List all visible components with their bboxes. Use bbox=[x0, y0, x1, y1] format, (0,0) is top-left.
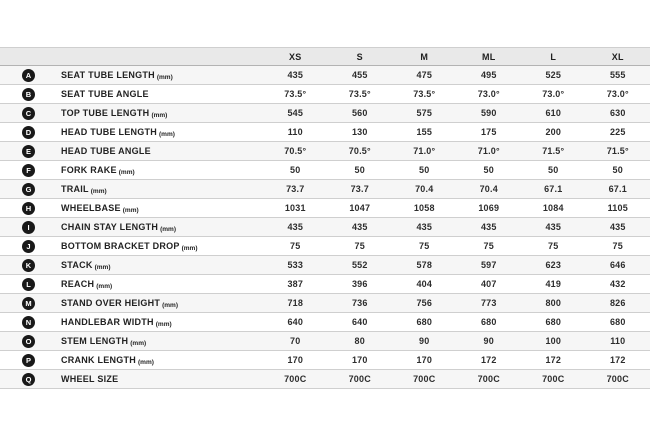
row-label-text: STEM LENGTH bbox=[61, 336, 129, 346]
row-label-text: CHAIN STAY LENGTH bbox=[61, 222, 159, 232]
value-cell: 50 bbox=[612, 165, 623, 175]
value-cell: 67.1 bbox=[608, 184, 627, 194]
value-cell: 435 bbox=[609, 222, 626, 232]
value-cell: 646 bbox=[609, 260, 626, 270]
value-cell: 155 bbox=[416, 127, 433, 137]
table-row bbox=[0, 313, 650, 332]
table-row bbox=[0, 123, 650, 142]
row-label-text: HANDLEBAR WIDTH bbox=[61, 317, 154, 327]
value-cell: 435 bbox=[287, 222, 304, 232]
value-cell: 110 bbox=[287, 127, 303, 137]
value-cell: 1084 bbox=[542, 203, 564, 213]
value-cell: 172 bbox=[609, 355, 626, 365]
table-row bbox=[0, 256, 650, 275]
row-letter-badge: N bbox=[22, 316, 35, 329]
row-label bbox=[61, 260, 110, 270]
value-cell: 73.5° bbox=[413, 89, 436, 99]
value-cell: 70 bbox=[290, 336, 301, 346]
value-cell: 407 bbox=[480, 279, 497, 289]
row-unit: (mm) bbox=[156, 74, 173, 81]
row-label-text: TOP TUBE LENGTH bbox=[61, 108, 150, 118]
value-cell: 1031 bbox=[284, 203, 306, 213]
value-cell: 225 bbox=[609, 127, 626, 137]
row-unit: (mm) bbox=[94, 264, 111, 271]
row-label bbox=[61, 279, 112, 289]
value-cell: 172 bbox=[480, 355, 497, 365]
row-label-text: REACH bbox=[61, 279, 95, 289]
value-cell: 1105 bbox=[607, 203, 628, 213]
value-cell: 73.0° bbox=[542, 89, 565, 99]
table-header-row bbox=[0, 48, 650, 66]
row-label bbox=[61, 165, 135, 175]
value-cell: 432 bbox=[609, 279, 626, 289]
row-letter-badge: P bbox=[22, 354, 35, 367]
row-label-text: STACK bbox=[61, 260, 93, 270]
row-label-cell bbox=[0, 218, 263, 236]
value-cell: 640 bbox=[351, 317, 368, 327]
value-cell: 575 bbox=[416, 108, 433, 118]
row-letter-badge: H bbox=[22, 202, 35, 215]
value-cell: 435 bbox=[545, 222, 562, 232]
row-letter-badge: E bbox=[22, 145, 35, 158]
row-letter-badge: F bbox=[22, 164, 35, 177]
row-label bbox=[61, 127, 175, 137]
table-row bbox=[0, 104, 650, 123]
column-header-s: S bbox=[356, 51, 363, 62]
column-header-m: M bbox=[420, 51, 429, 62]
row-unit: (mm) bbox=[122, 207, 139, 214]
value-cell: 435 bbox=[351, 222, 368, 232]
row-label bbox=[61, 298, 178, 308]
row-label-text: BOTTOM BRACKET DROP bbox=[61, 241, 180, 251]
value-cell: 455 bbox=[351, 70, 368, 80]
row-label-cell bbox=[0, 104, 263, 122]
table-row bbox=[0, 294, 650, 313]
row-label-text: FORK RAKE bbox=[61, 165, 117, 175]
value-cell: 623 bbox=[545, 260, 562, 270]
column-header-ml: ML bbox=[482, 51, 496, 62]
value-cell: 800 bbox=[545, 298, 562, 308]
value-cell: 130 bbox=[351, 127, 368, 137]
row-unit: (mm) bbox=[151, 112, 168, 119]
value-cell: 826 bbox=[609, 298, 626, 308]
value-cell: 80 bbox=[354, 336, 365, 346]
row-label-cell bbox=[0, 370, 263, 388]
value-cell: 73.7 bbox=[350, 184, 369, 194]
value-cell: 700C bbox=[413, 374, 436, 384]
value-cell: 70.4 bbox=[479, 184, 498, 194]
value-cell: 50 bbox=[483, 165, 494, 175]
value-cell: 73.7 bbox=[286, 184, 305, 194]
column-header-xl: XL bbox=[611, 51, 624, 62]
table-row bbox=[0, 161, 650, 180]
value-cell: 597 bbox=[480, 260, 497, 270]
value-cell: 700C bbox=[606, 374, 629, 384]
table-row bbox=[0, 218, 650, 237]
value-cell: 71.5° bbox=[606, 146, 629, 156]
row-label-cell bbox=[0, 332, 263, 350]
value-cell: 70.5° bbox=[284, 146, 307, 156]
value-cell: 73.0° bbox=[606, 89, 629, 99]
value-cell: 75 bbox=[419, 241, 430, 251]
table-row bbox=[0, 332, 650, 351]
value-cell: 170 bbox=[416, 355, 433, 365]
value-cell: 495 bbox=[480, 70, 497, 80]
row-label bbox=[61, 146, 153, 156]
value-cell: 50 bbox=[354, 165, 365, 175]
row-label bbox=[61, 70, 173, 80]
value-cell: 73.5° bbox=[348, 89, 371, 99]
row-label-text: WHEELBASE bbox=[61, 203, 121, 213]
value-cell: 71.0° bbox=[477, 146, 500, 156]
row-label-cell bbox=[0, 142, 263, 160]
table-row bbox=[0, 66, 650, 85]
value-cell: 75 bbox=[354, 241, 365, 251]
value-cell: 1058 bbox=[413, 203, 435, 213]
row-label bbox=[61, 241, 197, 251]
row-unit: (mm) bbox=[160, 226, 176, 233]
row-letter-badge: L bbox=[22, 278, 35, 291]
value-cell: 545 bbox=[287, 108, 304, 118]
value-cell: 404 bbox=[416, 279, 433, 289]
value-cell: 75 bbox=[483, 241, 494, 251]
row-letter-badge: A bbox=[22, 69, 35, 82]
row-label bbox=[61, 336, 146, 346]
table-row bbox=[0, 142, 650, 161]
row-label bbox=[61, 222, 176, 232]
value-cell: 170 bbox=[287, 355, 304, 365]
row-label-cell bbox=[0, 275, 263, 293]
value-cell: 680 bbox=[480, 317, 497, 327]
geometry-table bbox=[0, 47, 650, 389]
value-cell: 50 bbox=[419, 165, 430, 175]
value-cell: 680 bbox=[545, 317, 562, 327]
value-cell: 435 bbox=[480, 222, 497, 232]
row-unit: (mm) bbox=[181, 245, 198, 252]
row-letter-badge: Q bbox=[22, 373, 35, 386]
value-cell: 475 bbox=[416, 70, 433, 80]
row-label bbox=[61, 355, 154, 365]
table-row bbox=[0, 180, 650, 199]
value-cell: 200 bbox=[545, 127, 562, 137]
row-letter-badge: G bbox=[22, 183, 35, 196]
value-cell: 640 bbox=[287, 317, 304, 327]
value-cell: 50 bbox=[548, 165, 559, 175]
value-cell: 700C bbox=[542, 374, 565, 384]
value-cell: 172 bbox=[545, 355, 562, 365]
row-unit: (mm) bbox=[130, 340, 147, 347]
value-cell: 700C bbox=[284, 374, 307, 384]
value-cell: 73.0° bbox=[477, 89, 500, 99]
value-cell: 718 bbox=[287, 298, 304, 308]
value-cell: 175 bbox=[480, 127, 497, 137]
value-cell: 773 bbox=[480, 298, 497, 308]
row-unit: (mm) bbox=[90, 188, 107, 195]
row-label-cell bbox=[0, 66, 263, 84]
value-cell: 73.5° bbox=[284, 89, 307, 99]
table-row bbox=[0, 237, 650, 256]
row-label bbox=[61, 203, 139, 213]
value-cell: 50 bbox=[290, 165, 301, 175]
table-row bbox=[0, 199, 650, 218]
row-label-text: WHEEL SIZE bbox=[61, 374, 119, 384]
row-label-cell bbox=[0, 199, 263, 217]
value-cell: 533 bbox=[287, 260, 304, 270]
row-label-text: HEAD TUBE ANGLE bbox=[61, 146, 151, 156]
value-cell: 590 bbox=[480, 108, 497, 118]
row-label-cell bbox=[0, 294, 263, 312]
row-label-cell bbox=[0, 351, 263, 369]
row-unit: (mm) bbox=[138, 359, 154, 366]
row-unit: (mm) bbox=[118, 169, 135, 176]
value-cell: 75 bbox=[612, 241, 623, 251]
column-header-xs: XS bbox=[289, 51, 302, 62]
value-cell: 560 bbox=[351, 108, 368, 118]
column-header-l: L bbox=[550, 51, 557, 62]
row-label-text: SEAT TUBE ANGLE bbox=[61, 89, 149, 99]
row-letter-badge: C bbox=[22, 107, 35, 120]
table-row bbox=[0, 275, 650, 294]
value-cell: 170 bbox=[351, 355, 368, 365]
value-cell: 435 bbox=[416, 222, 433, 232]
value-cell: 75 bbox=[290, 241, 301, 251]
value-cell: 71.5° bbox=[542, 146, 565, 156]
value-cell: 71.0° bbox=[413, 146, 436, 156]
value-cell: 67.1 bbox=[544, 184, 563, 194]
value-cell: 1069 bbox=[478, 203, 500, 213]
table-row bbox=[0, 85, 650, 104]
value-cell: 110 bbox=[610, 336, 626, 346]
value-cell: 552 bbox=[351, 260, 368, 270]
row-label-text: TRAIL bbox=[61, 184, 89, 194]
value-cell: 419 bbox=[545, 279, 562, 289]
row-label-text: SEAT TUBE LENGTH bbox=[61, 70, 155, 80]
value-cell: 435 bbox=[287, 70, 304, 80]
row-letter-badge: O bbox=[22, 335, 35, 348]
row-letter-badge: I bbox=[22, 221, 35, 234]
value-cell: 736 bbox=[351, 298, 368, 308]
row-letter-badge: D bbox=[22, 126, 35, 139]
row-label-cell bbox=[0, 313, 263, 331]
table-row bbox=[0, 370, 650, 388]
row-unit: (mm) bbox=[159, 131, 175, 138]
row-label-cell bbox=[0, 256, 263, 274]
row-unit: (mm) bbox=[96, 283, 113, 290]
value-cell: 387 bbox=[287, 279, 304, 289]
value-cell: 578 bbox=[416, 260, 433, 270]
row-letter-badge: B bbox=[22, 88, 35, 101]
value-cell: 396 bbox=[351, 279, 368, 289]
row-label-cell bbox=[0, 180, 263, 198]
value-cell: 1047 bbox=[349, 203, 371, 213]
row-unit: (mm) bbox=[155, 321, 172, 328]
value-cell: 90 bbox=[419, 336, 430, 346]
value-cell: 90 bbox=[483, 336, 494, 346]
value-cell: 70.5° bbox=[348, 146, 371, 156]
row-label-cell bbox=[0, 161, 263, 179]
row-label-text: STAND OVER HEIGHT bbox=[61, 298, 161, 308]
table-row bbox=[0, 351, 650, 370]
value-cell: 756 bbox=[416, 298, 433, 308]
row-label-text: CRANK LENGTH bbox=[61, 355, 136, 365]
value-cell: 700C bbox=[348, 374, 371, 384]
row-label bbox=[61, 108, 167, 118]
row-label bbox=[61, 374, 120, 384]
value-cell: 75 bbox=[548, 241, 559, 251]
row-unit: (mm) bbox=[162, 302, 178, 309]
value-cell: 680 bbox=[609, 317, 626, 327]
row-label bbox=[61, 89, 151, 99]
header-label-spacer bbox=[0, 48, 263, 65]
row-label bbox=[61, 317, 172, 327]
row-label-cell bbox=[0, 237, 263, 255]
value-cell: 700C bbox=[477, 374, 500, 384]
value-cell: 680 bbox=[416, 317, 433, 327]
row-letter-badge: M bbox=[22, 297, 35, 310]
row-label-cell bbox=[0, 123, 263, 141]
value-cell: 630 bbox=[609, 108, 626, 118]
row-letter-badge: K bbox=[22, 259, 35, 272]
row-label-text: HEAD TUBE LENGTH bbox=[61, 127, 157, 137]
value-cell: 610 bbox=[545, 108, 562, 118]
row-letter-badge: J bbox=[22, 240, 35, 253]
value-cell: 555 bbox=[609, 70, 626, 80]
row-label-cell bbox=[0, 85, 263, 103]
row-label bbox=[61, 184, 107, 194]
value-cell: 100 bbox=[545, 336, 562, 346]
value-cell: 525 bbox=[545, 70, 562, 80]
value-cell: 70.4 bbox=[415, 184, 434, 194]
